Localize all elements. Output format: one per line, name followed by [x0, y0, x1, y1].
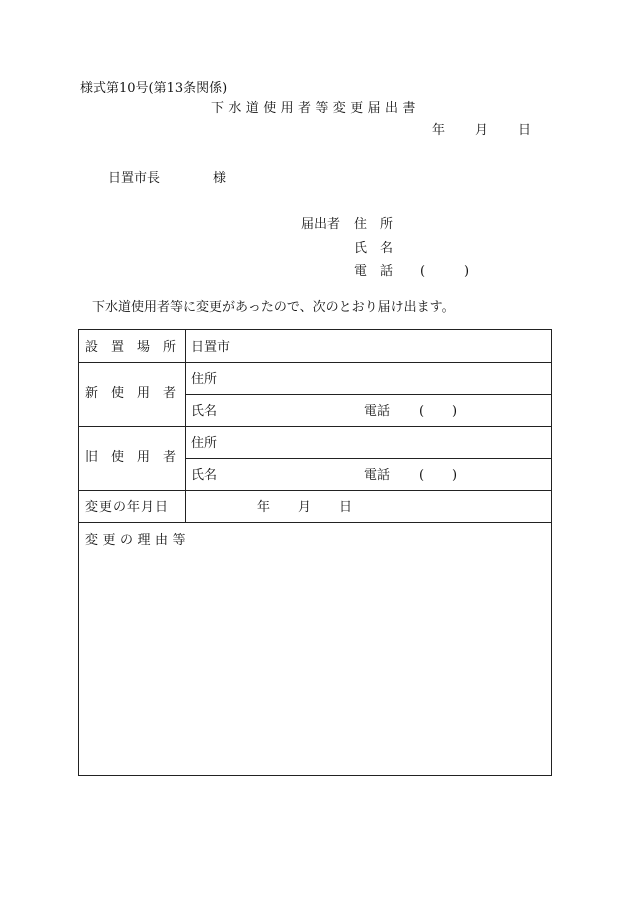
date-year: 年 [432, 123, 446, 138]
new-user-phone-paren-open: ( [419, 404, 425, 419]
applicant-phone-paren-open: ( [420, 264, 426, 279]
change-date-year: 年 [257, 500, 271, 515]
change-form-table [78, 329, 552, 776]
applicant-label: 届出者 [301, 217, 341, 232]
old-user-phone-paren-open: ( [419, 468, 425, 483]
old-user-name-label: 氏名 [191, 468, 218, 483]
notice-text: 下水道使用者等に変更があったので、次のとおり届け出ます。 [92, 300, 455, 315]
installation-place-label: 設 置 場 所 [85, 340, 177, 355]
row-divider [185, 458, 551, 459]
submission-date [432, 124, 531, 137]
new-user-label: 新 使 用 者 [85, 386, 177, 401]
applicant-phone-label: 電 話 [354, 264, 394, 279]
change-date-day: 日 [339, 500, 353, 515]
row-divider [79, 362, 551, 363]
row-divider [79, 426, 551, 427]
new-user-address-label: 住所 [191, 372, 218, 387]
change-date-month: 月 [298, 500, 312, 515]
date-month: 月 [475, 123, 489, 138]
applicant-name-label: 氏 名 [354, 241, 394, 256]
row-divider [79, 490, 551, 491]
old-user-phone-label: 電話 [364, 468, 391, 483]
column-divider [185, 330, 186, 522]
applicant-phone-paren-close: ) [464, 264, 470, 279]
row-divider [79, 522, 551, 523]
addressee-honorific: 様 [213, 171, 227, 186]
reason-label: 変更の理由等 [85, 533, 191, 548]
applicant-address-label: 住 所 [354, 217, 394, 232]
document-title: 下水道使用者等変更届出書 [211, 101, 420, 116]
old-user-phone-paren-close: ) [452, 468, 458, 483]
row-divider [185, 394, 551, 395]
change-date-label: 変更の年月日 [85, 500, 170, 515]
date-day: 日 [518, 123, 532, 138]
old-user-address-label: 住所 [191, 436, 218, 451]
installation-place-value[interactable]: 日置市 [191, 340, 231, 355]
old-user-label: 旧 使 用 者 [85, 450, 177, 465]
new-user-phone-label: 電話 [364, 404, 391, 419]
addressee-mayor: 日置市長 [108, 171, 161, 186]
form-number: 様式第10号(第13条関係) [80, 81, 228, 96]
new-user-name-label: 氏名 [191, 404, 218, 419]
new-user-phone-paren-close: ) [452, 404, 458, 419]
